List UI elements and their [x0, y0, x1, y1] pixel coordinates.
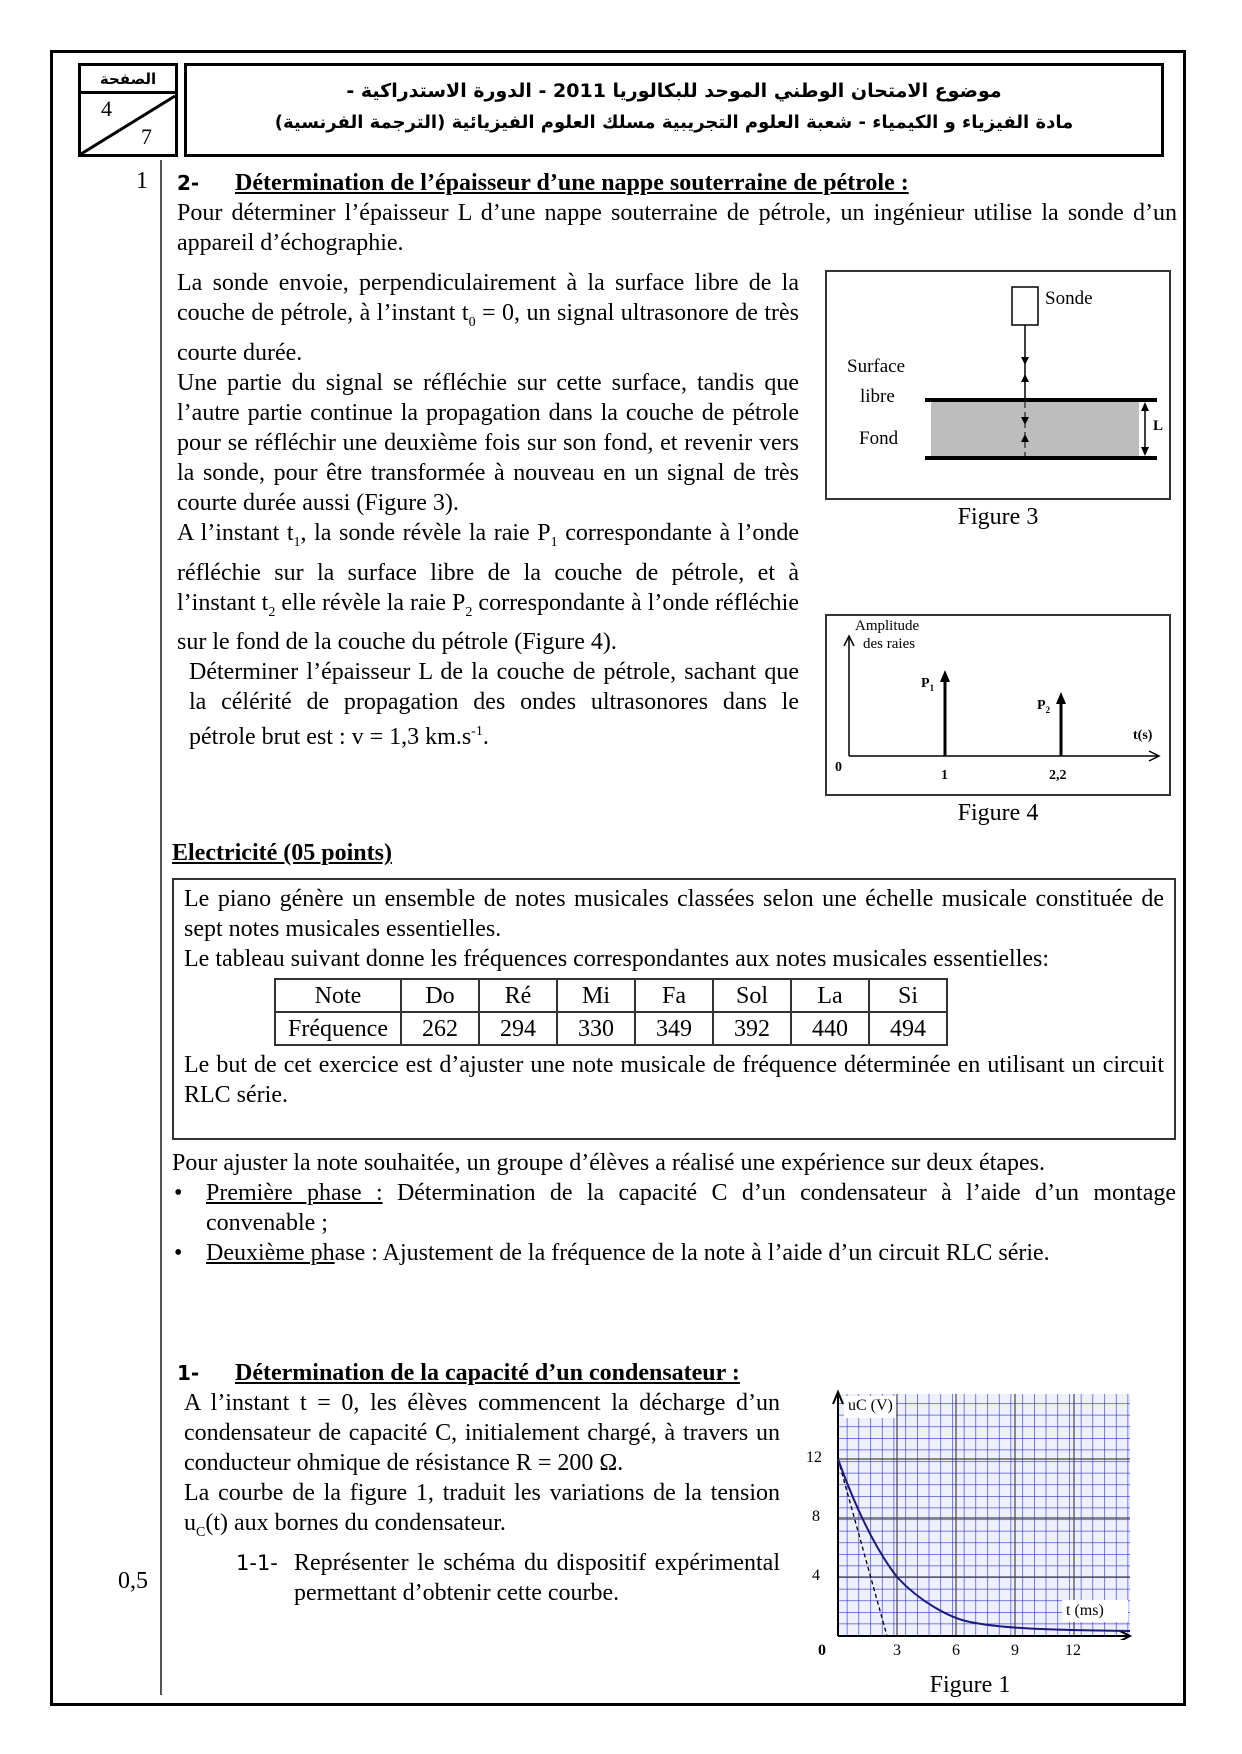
label-L: L [1153, 418, 1164, 434]
figure4-ylabel-2: des raies [863, 636, 916, 652]
section2-block [177, 168, 1177, 258]
table-cell: Si [869, 979, 947, 1012]
section2-body [177, 268, 799, 752]
figure1-ytick: 8 [812, 1508, 820, 1525]
figure1-ylabel: uC (V) [848, 1397, 893, 1414]
question-1-1-text: Représenter le schéma du dispositif expérimental permettant d’obtenir cette courbe. [294, 1549, 780, 1606]
section1-para2: La courbe de la figure 1, traduit les variations de la tension $u_C(t)$ aux bornes du condensateur. [184, 1480, 780, 1540]
table-cell: Ré [479, 979, 557, 1012]
table-cell: 294 [479, 1012, 557, 1045]
score-section2: 1 [136, 168, 148, 194]
figure4-tick-1: 1 [941, 768, 948, 783]
exam-title-line2: مادة الفيزياء و الكيمياء - شعبة العلوم التجريبية مسلك العلوم الفيزيائية (الترجمة الفرنسية) [274, 112, 1074, 133]
table-cell: 494 [869, 1012, 947, 1045]
section1-title: Détermination de la capacité d’un condensateur : [235, 1360, 740, 1386]
table-cell: 392 [713, 1012, 791, 1045]
table-cell: 330 [557, 1012, 635, 1045]
section2-para1: La sonde envoie, perpendiculairement à la surface libre de la couche de pétrole, à l’instant $t_0 = 0$, un signal ultrasonore de très courte durée. [177, 270, 800, 366]
section1-number: 1- [177, 1361, 200, 1385]
figure1-caption: Figure 1 [929, 1672, 1011, 1698]
page-number-box [78, 63, 178, 157]
table-header-note: Note [275, 979, 401, 1012]
figure1-xtick: 9 [1011, 1642, 1019, 1659]
figure3-diagram [825, 270, 1171, 500]
electricite-para3: Le but de cet exercice est d’ajuster une note musicale de fréquence déterminée en utilisant un circuit RLC série. [184, 1052, 1164, 1108]
figure4-origin: 0 [835, 760, 842, 775]
discharge-curve-chart [800, 1380, 1140, 1640]
label-fond: Fond [859, 428, 899, 449]
section2-question: Déterminer l’épaisseur L de la couche de pétrole, sachant que la célérité de propagation des ondes ultrasonores dans le pétrole brut est : v = 1,3 $km.s^{-1}$. [189, 659, 799, 751]
fraction-slash-icon [81, 94, 175, 154]
table-cell: Do [401, 979, 479, 1012]
question-1-1 [184, 1548, 780, 1608]
figure1-ytick: 12 [806, 1449, 822, 1466]
table-header-frequence: Fréquence [275, 1012, 401, 1045]
page-label: الصفحة [81, 66, 175, 94]
exam-title-box [184, 63, 1164, 157]
score-q11: 0,5 [118, 1568, 148, 1594]
label-libre: libre [860, 386, 895, 407]
figure4-chart [825, 614, 1171, 796]
figure3-caption: Figure 3 [957, 504, 1039, 530]
echography-diagram-icon [827, 272, 1169, 498]
electricite-para2: Le tableau suivant donne les fréquences correspondantes aux notes musicales essentielles: [184, 946, 1050, 972]
section2-heading [177, 168, 1177, 198]
label-sonde: Sonde [1045, 288, 1093, 309]
experiment-intro: Pour ajuster la note souhaitée, un groupe d’élèves a réalisé une expérience sur deux étapes. [172, 1150, 1045, 1176]
section1-para1: A l’instant t = 0, les élèves commencent la décharge d’un condensateur de capacité C, initialement chargé, à travers un conducteur ohmique de résistance R = 200 Ω. [184, 1390, 780, 1476]
figure4-ylabel-1: Amplitude [855, 618, 920, 634]
table-cell: La [791, 979, 869, 1012]
table-cell: 440 [791, 1012, 869, 1045]
label-P2: $P_2$ [1037, 698, 1051, 715]
table-cell: 349 [635, 1012, 713, 1045]
page-number: 4 [101, 96, 112, 121]
list-item-phase1: • Première phase : Détermination de la capacité C d’un condensateur à l’aide d’un montage convenable ; [172, 1178, 1176, 1238]
figure4-xlabel: t(s) [1133, 728, 1153, 743]
exam-title-line1: موضوع الامتحان الوطني الموحد للبكالوريا 2011 - الدورة الاستدراكية - [346, 80, 1002, 102]
label-surface: Surface [847, 356, 906, 377]
section1-body [184, 1388, 780, 1608]
question-1-1-number: 1-1- [236, 1550, 278, 1575]
figure1-xtick: 3 [893, 1642, 901, 1659]
figure1-origin: 0 [818, 1642, 826, 1659]
table-row-notes [275, 979, 947, 1012]
table-cell: Fa [635, 979, 713, 1012]
experiment-block [172, 1148, 1176, 1268]
frequency-table [274, 978, 948, 1046]
section2-number: 2- [177, 171, 200, 195]
section2-para3: A l’instant $t_1$, la sonde révèle la raie $P_1$ correspondante à l’onde réfléchie sur la surface libre de la couche de pétrole, et à l’instant $t_2$ elle révèle la raie $P_2$ correspondante à l’onde réfléchie sur le fond de la couche du pétrole (Figure 4). [177, 519, 799, 656]
score-column-divider [160, 160, 162, 1695]
figure1-xtick: 12 [1065, 1642, 1081, 1659]
section2-title: Détermination de l’épaisseur d’une nappe souterraine de pétrole : [235, 170, 909, 196]
phase-list [172, 1178, 1176, 1268]
page-fraction [81, 94, 175, 154]
figure4-caption: Figure 4 [957, 800, 1039, 826]
section2-intro: Pour déterminer l’épaisseur L d’une nappe souterraine de pétrole, un ingénieur utilise la sonde d’un appareil d’échographie. [177, 200, 1177, 256]
figure1-xtick: 6 [952, 1642, 960, 1659]
table-cell: Mi [557, 979, 635, 1012]
section1-heading [177, 1358, 877, 1388]
figure4-tick-2: 2,2 [1049, 768, 1067, 783]
table-cell: 262 [401, 1012, 479, 1045]
label-P1: $P_1$ [921, 676, 935, 693]
electricite-intro-box [172, 878, 1176, 1140]
section2-para2: Une partie du signal se réfléchie sur cette surface, tandis que l’autre partie continue la propagation dans la couche de pétrole pour se réfléchir une deuxième fois sur son fond, et revenir vers la sonde, pour être transformée à nouveau en un signal de très courte durée aussi (Figure 3). [177, 369, 799, 516]
page-total: 7 [141, 124, 152, 149]
table-cell: Sol [713, 979, 791, 1012]
figure1-xlabel: t (ms) [1066, 1602, 1104, 1619]
electricite-heading: Electricité (05 points) [172, 840, 392, 866]
figure1-ytick: 4 [812, 1567, 820, 1584]
list-item-phase2: • Deuxième phase : Ajustement de la fréquence de la note à l’aide d’un circuit RLC série. [172, 1238, 1176, 1268]
electricite-para1: Le piano génère un ensemble de notes musicales classées selon une échelle musicale constituée de sept notes musicales essentielles. [184, 886, 1164, 942]
table-row-frequencies [275, 1012, 947, 1045]
figure1-chart [800, 1380, 1140, 1680]
